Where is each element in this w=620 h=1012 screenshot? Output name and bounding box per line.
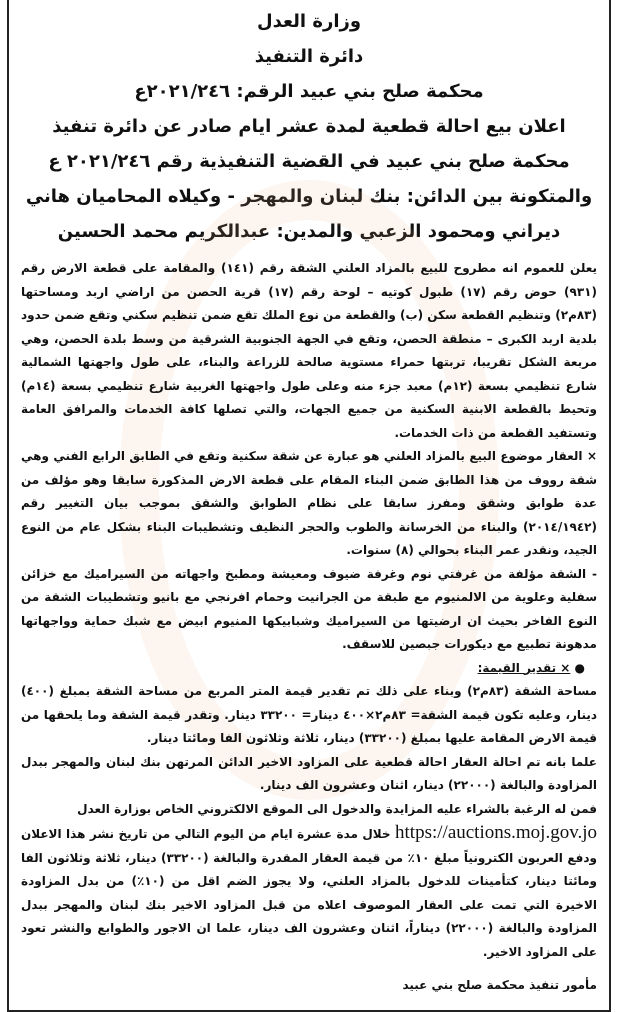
headline-line: والمتكونة بين الدائن: بنك لبنان والمهجر - وكيلاه المحاميان هاني bbox=[25, 186, 593, 207]
referral-text: علما بانه تم احالة العقار احالة قطعية على المزاود الاخير الدائن المرتهن بنك لبنان والمهجر ببدل المزاودة والبالغة (٢٢٠٠٠) دينار، اثنان وعشرون الف دينار. bbox=[21, 754, 597, 792]
valuation-heading-text: × تقدير القيمة: bbox=[477, 660, 571, 675]
bidding-terms: خلال مدة عشرة ايام من اليوم التالي من تاريخ نشر هذا الاعلان ودفع العربون الكترونياً مبلغ ١٠٪ من قيمة العقار المقدرة والبالغة (٣٣٢٠٠) دينار، ثلاثة وثلاثون الفا ومائتا دينار، كتأمينات للدخول بالمزاد العلني، ولا يجوز الضم اقل من (١٠٪) من بدل المزاودة الاخيرة التي تمت على العقار الموصوف اعلاه من قبل المزاود الاخير بنك لبنان والمهجر ببدل المزاودة والبالغة (٢٢٠٠٠) ديناراً، اثنان وعشرون الف دينار، علما ان الاجور والطوابع والنشر تعود على المزاود الاخير. bbox=[21, 827, 598, 959]
bidding-instructions bbox=[21, 798, 597, 965]
property-description: يعلن للعموم انه مطروح للبيع بالمزاد العلني الشقة رقم (١٤١) والمقامة على قطعة الارض رقم (٩٣١) حوض رقم (١٧) طبول كوتيه – لوحة رقم (١٧) قرية الحصن من اراضي اربد ومساحتها (٨٣م٢) وتنظيم القطعة سكن (ب) والقطعة من نوع الملك تقع ضمن تنظيم سكني وتقع ضمن حدود بلدية اربد الكبرى – منطقة الحصن، وتقع في الجهة الجنوبية الشرقية من وسط بلدة الحصن، وهي مربعة الشكل تقريبا، تربتها حمراء مستوية صالحة للزراعة والبناء، على طول واجهتها الشمالية شارع تنظيمي بسعة (١٢م) معبد جزء منه وعلى طول واجهتها الغربية شارع تنظيمي بسعة (١٤م) وتحيط بالقطعة الابنية السكنية من جميع الجهات، والتي تصلها كافة الخدمات والمرافق العامة وتستفيد القطعة من ذات الخدمات. bbox=[21, 261, 598, 440]
bidding-intro: فمن له الرغبة بالشراء عليه المزايدة والدخول الى الموقع الالكتروني الخاص بوزارة العدل bbox=[77, 801, 597, 816]
court-case-number: محكمة صلح بني عبيد الرقم: ٢٠٢١/٢٤٦ع bbox=[134, 81, 484, 102]
auction-notice bbox=[7, 0, 611, 1012]
notice-header bbox=[21, 0, 597, 249]
auction-website-link[interactable]: https://auctions.moj.gov.jo bbox=[395, 822, 597, 843]
apartment-description: - الشقة مؤلفة من غرفتي نوم وغرفة ضيوف ومعيشة ومطبخ واجهاته من السيراميك مع خزائن سفلية وعلوية من الالمنيوم مع طبقة من الجرانيت وحمام افرنجي مع بانيو وتشطيبات الشقة من النوع الفاخر بحيث ان ارضيتها من السيراميك وشبابيكها المنيوم ابيض مع شبك حماية وواجهاتها مدهونة تطبيع مع ديكورات جبصين للاسقف. bbox=[21, 566, 597, 651]
headline-line: اعلان بيع احالة قطعية لمدة عشر ايام صادر عن دائرة تنفيذ bbox=[52, 116, 566, 137]
headline-line: ديراني ومحمود الزعبي والمدين: عبدالكريم محمد الحسين bbox=[57, 221, 561, 242]
headline-line: محكمة صلح بني عبيد في القضية التنفيذية رقم ٢٠٢١/٢٤٦ ع bbox=[48, 151, 570, 172]
department-title: دائرة التنفيذ bbox=[254, 46, 364, 67]
signature: مأمور تنفيذ محكمة صلح بني عبيد bbox=[402, 978, 597, 992]
valuation-heading: ● × تقدير القيمة: bbox=[477, 660, 585, 675]
ministry-title: وزارة العدل bbox=[256, 11, 362, 32]
valuation-text: مساحة الشقة (٨٣م٢) وبناء على ذلك تم تقدير قيمة المتر المربع من مساحة الشقة بمبلغ (٤٠٠) دينار، وعليه تكون قيمة الشقة= ٨٣م٢×٤٠٠ دينار= ٣٣٢٠٠ دينار. وتقدر قيمة الشقة وما يلحقها من قيمة الارض المقامة عليها بمبلغ (٣٣٢٠٠) دينار، ثلاثة وثلاثون الفا ومائتا دينار. bbox=[21, 684, 598, 745]
building-description: × العقار موضوع البيع بالمزاد العلني هو عبارة عن شقة سكنية وتقع في الطابق الرابع الفني وهي شقة رووف من هذا الطابق ضمن البناء المقام على قطعة الارض المذكورة سابقا وهو مؤلف من عدة طوابق وشقق ومفرز سابقا على نظام الطوابق والشقق بموجب بيان التغيير رقم (٢٠١٤/١٩٤٢) والبناء من الخرسانة والطوب والحجر النظيف وتشطيبات البناء بشكل عام من النوع الجيد، ونقدر عمر البناء بحوالي (٨) سنوات. bbox=[21, 449, 597, 557]
notice-body bbox=[21, 257, 597, 998]
